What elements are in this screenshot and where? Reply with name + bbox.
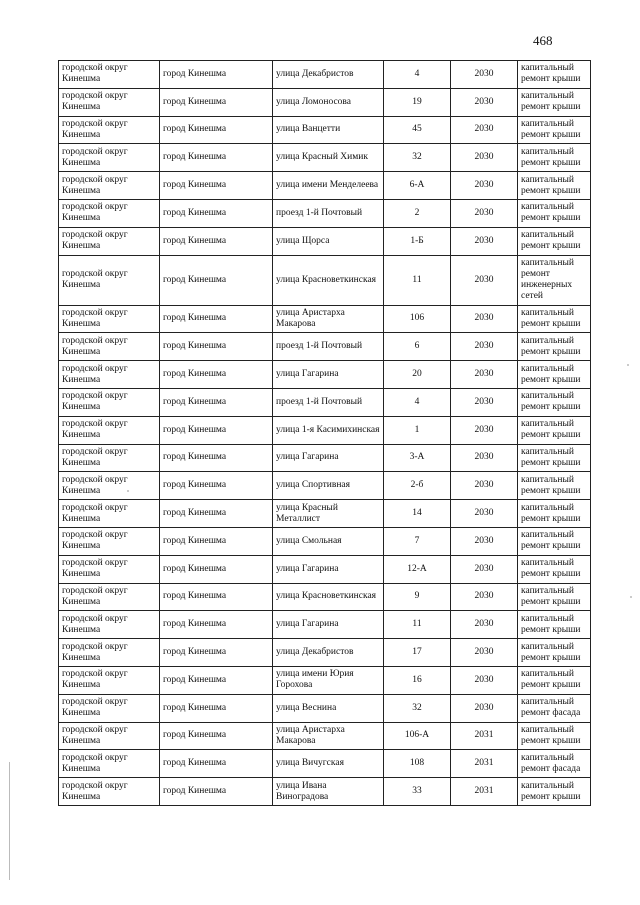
street-cell: улица Вичугская [273,750,384,778]
house-number-cell: 11 [384,611,451,639]
year-cell: 2031 [451,778,518,806]
table-row [59,583,591,611]
street-cell: улица Ломоносова [273,88,384,116]
house-number-cell: 19 [384,88,451,116]
year-cell: 2030 [451,116,518,144]
district-cell: городской округ Кинешма [59,199,160,227]
house-number-cell: 3-А [384,444,451,472]
year-cell: 2030 [451,444,518,472]
city-cell: город Кинешма [160,333,273,361]
table-row [59,255,591,305]
house-number-cell: 20 [384,361,451,389]
street-cell: улица 1-я Касимихинская [273,416,384,444]
district-cell: городской округ Кинешма [59,172,160,200]
work-type-cell: капитальный ремонт крыши [518,444,591,472]
table-row [59,144,591,172]
house-number-cell: 4 [384,61,451,89]
year-cell: 2030 [451,333,518,361]
house-number-cell: 11 [384,255,451,305]
street-cell: улица Ванцетти [273,116,384,144]
city-cell: город Кинешма [160,583,273,611]
house-number-cell: 106 [384,305,451,333]
year-cell: 2030 [451,255,518,305]
table-row [59,61,591,89]
district-cell: городской округ Кинешма [59,694,160,722]
city-cell: город Кинешма [160,666,273,694]
street-cell: улица Гагарина [273,555,384,583]
year-cell: 2030 [451,388,518,416]
city-cell: город Кинешма [160,255,273,305]
street-cell: улица Щорса [273,227,384,255]
work-type-cell: капитальный ремонт крыши [518,722,591,750]
year-cell: 2031 [451,750,518,778]
house-number-cell: 108 [384,750,451,778]
street-cell: улица Спортивная [273,472,384,500]
year-cell: 2030 [451,666,518,694]
work-type-cell: капитальный ремонт крыши [518,639,591,667]
city-cell: город Кинешма [160,694,273,722]
city-cell: город Кинешма [160,444,273,472]
year-cell: 2030 [451,361,518,389]
work-type-cell: капитальный ремонт крыши [518,144,591,172]
work-type-cell: капитальный ремонт крыши [518,416,591,444]
scan-speck [127,490,129,492]
street-cell: улица Красноветкинская [273,583,384,611]
work-type-cell: капитальный ремонт крыши [518,199,591,227]
district-cell: городской округ Кинешма [59,361,160,389]
district-cell: городской округ Кинешма [59,227,160,255]
year-cell: 2030 [451,305,518,333]
street-cell: улица Смольная [273,527,384,555]
table-row [59,444,591,472]
work-type-cell: капитальный ремонт крыши [518,361,591,389]
street-cell: улица Ивана Виноградова [273,778,384,806]
year-cell: 2030 [451,416,518,444]
table-body [59,61,591,806]
table-row [59,88,591,116]
table-row [59,611,591,639]
city-cell: город Кинешма [160,611,273,639]
city-cell: город Кинешма [160,144,273,172]
table-row [59,227,591,255]
district-cell: городской округ Кинешма [59,144,160,172]
street-cell: проезд 1-й Почтовый [273,333,384,361]
table-row [59,555,591,583]
table-row [59,639,591,667]
work-type-cell: капитальный ремонт крыши [518,227,591,255]
work-type-cell: капитальный ремонт фасада [518,694,591,722]
work-type-cell: капитальный ремонт крыши [518,666,591,694]
table-row [59,527,591,555]
house-number-cell: 17 [384,639,451,667]
city-cell: город Кинешма [160,639,273,667]
district-cell: городской округ Кинешма [59,333,160,361]
table-row [59,666,591,694]
table-row [59,722,591,750]
city-cell: город Кинешма [160,361,273,389]
year-cell: 2030 [451,88,518,116]
work-type-cell: капитальный ремонт крыши [518,116,591,144]
page-number: 468 [533,33,553,48]
house-number-cell: 1-Б [384,227,451,255]
work-type-cell: капитальный ремонт крыши [518,500,591,528]
district-cell: городской округ Кинешма [59,88,160,116]
year-cell: 2030 [451,61,518,89]
scan-speck [627,364,629,366]
street-cell: улица Гагарина [273,361,384,389]
table-row [59,116,591,144]
city-cell: город Кинешма [160,388,273,416]
house-number-cell: 16 [384,666,451,694]
work-type-cell: капитальный ремонт крыши [518,778,591,806]
district-cell: городской округ Кинешма [59,444,160,472]
street-cell: улица Гагарина [273,611,384,639]
city-cell: город Кинешма [160,555,273,583]
district-cell: городской округ Кинешма [59,305,160,333]
work-type-cell: капитальный ремонт крыши [518,527,591,555]
table-row [59,472,591,500]
work-type-cell: капитальный ремонт инженерных сетей [518,255,591,305]
district-cell: городской округ Кинешма [59,61,160,89]
table-row [59,172,591,200]
work-type-cell: капитальный ремонт крыши [518,61,591,89]
street-cell: улица Декабристов [273,61,384,89]
house-number-cell: 9 [384,583,451,611]
year-cell: 2030 [451,227,518,255]
work-type-cell: капитальный ремонт крыши [518,305,591,333]
year-cell: 2030 [451,144,518,172]
city-cell: город Кинешма [160,199,273,227]
year-cell: 2030 [451,500,518,528]
year-cell: 2030 [451,611,518,639]
house-number-cell: 1 [384,416,451,444]
work-type-cell: капитальный ремонт крыши [518,333,591,361]
city-cell: город Кинешма [160,527,273,555]
city-cell: город Кинешма [160,778,273,806]
year-cell: 2030 [451,694,518,722]
city-cell: город Кинешма [160,500,273,528]
district-cell: городской округ Кинешма [59,388,160,416]
table-row [59,694,591,722]
house-number-cell: 2 [384,199,451,227]
table-row [59,199,591,227]
district-cell: городской округ Кинешма [59,116,160,144]
district-cell: городской округ Кинешма [59,472,160,500]
work-type-cell: капитальный ремонт крыши [518,472,591,500]
city-cell: город Кинешма [160,61,273,89]
city-cell: город Кинешма [160,116,273,144]
work-type-cell: капитальный ремонт крыши [518,555,591,583]
year-cell: 2030 [451,555,518,583]
district-cell: городской округ Кинешма [59,722,160,750]
table-row [59,361,591,389]
street-cell: улица Веснина [273,694,384,722]
table-row [59,333,591,361]
district-cell: городской округ Кинешма [59,527,160,555]
district-cell: городской округ Кинешма [59,666,160,694]
city-cell: город Кинешма [160,172,273,200]
house-number-cell: 32 [384,694,451,722]
house-number-cell: 14 [384,500,451,528]
street-cell: улица Аристарха Макарова [273,722,384,750]
table-row [59,750,591,778]
street-cell: улица Гагарина [273,444,384,472]
work-type-cell: капитальный ремонт крыши [518,388,591,416]
house-number-cell: 45 [384,116,451,144]
house-number-cell: 2-б [384,472,451,500]
year-cell: 2030 [451,472,518,500]
house-number-cell: 33 [384,778,451,806]
street-cell: проезд 1-й Почтовый [273,388,384,416]
district-cell: городской округ Кинешма [59,255,160,305]
district-cell: городской округ Кинешма [59,611,160,639]
house-number-cell: 12-А [384,555,451,583]
year-cell: 2030 [451,172,518,200]
street-cell: проезд 1-й Почтовый [273,199,384,227]
street-cell: улица имени Юрия Горохова [273,666,384,694]
house-number-cell: 4 [384,388,451,416]
table-row [59,778,591,806]
work-type-cell: капитальный ремонт фасада [518,750,591,778]
table-row [59,388,591,416]
work-type-cell: капитальный ремонт крыши [518,88,591,116]
street-cell: улица Красноветкинская [273,255,384,305]
city-cell: город Кинешма [160,227,273,255]
house-number-cell: 7 [384,527,451,555]
city-cell: город Кинешма [160,472,273,500]
district-cell: городской округ Кинешма [59,778,160,806]
street-cell: улица Декабристов [273,639,384,667]
street-cell: улица Красный Химик [273,144,384,172]
district-cell: городской округ Кинешма [59,750,160,778]
house-number-cell: 106-А [384,722,451,750]
repair-schedule-table [58,60,591,806]
table-row [59,500,591,528]
work-type-cell: капитальный ремонт крыши [518,583,591,611]
year-cell: 2031 [451,722,518,750]
city-cell: город Кинешма [160,305,273,333]
street-cell: улица Аристарха Макарова [273,305,384,333]
street-cell: улица Красный Металлист [273,500,384,528]
work-type-cell: капитальный ремонт крыши [518,172,591,200]
district-cell: городской округ Кинешма [59,583,160,611]
year-cell: 2030 [451,639,518,667]
district-cell: городской округ Кинешма [59,416,160,444]
district-cell: городской округ Кинешма [59,500,160,528]
district-cell: городской округ Кинешма [59,639,160,667]
house-number-cell: 6-А [384,172,451,200]
year-cell: 2030 [451,583,518,611]
city-cell: город Кинешма [160,416,273,444]
scan-margin-line [9,762,10,880]
year-cell: 2030 [451,199,518,227]
house-number-cell: 6 [384,333,451,361]
city-cell: город Кинешма [160,722,273,750]
city-cell: город Кинешма [160,750,273,778]
work-type-cell: капитальный ремонт крыши [518,611,591,639]
street-cell: улица имени Менделеева [273,172,384,200]
scan-speck [630,596,632,598]
table-row [59,416,591,444]
house-number-cell: 32 [384,144,451,172]
year-cell: 2030 [451,527,518,555]
city-cell: город Кинешма [160,88,273,116]
table-row [59,305,591,333]
district-cell: городской округ Кинешма [59,555,160,583]
